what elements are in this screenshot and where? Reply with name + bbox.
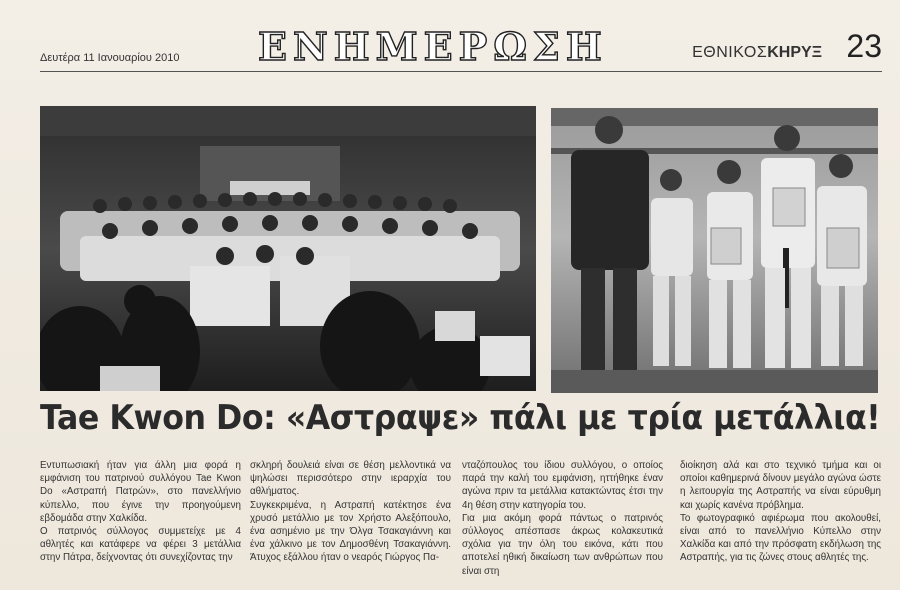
article-column-3 bbox=[462, 459, 663, 578]
paragraph: Το φωτογραφικό αφιέρωμα που ακολουθεί, είναι από το πανελλήνιο Κύπελλο στην Χαλκίδα και από την πρόσφατη εκδήλωση της Αστραπής, για τις ζώνες στους αθλητές της. bbox=[680, 512, 881, 564]
paragraph: Για μια ακόμη φορά πάντως ο πατρινός σύλλογος απέσπασε άκρως κολακευτικά σχόλια για την όλη του εικόνα, κάτι που αποτελεί ηθική δικαίωση των ανθρώπων που είναι στη bbox=[462, 512, 663, 577]
article-column-1 bbox=[40, 459, 241, 565]
brand-part1: ΕΘΝΙΚΟΣ bbox=[692, 44, 768, 61]
paragraph: Συγκεκριμένα, η Αστραπή κατέκτησε ένα χρυσό μετάλλιο με τον Χρήστο Αλεξόπουλο, ένα ασημένιο με την Όλγα Τσακαγιάννη και ένα χάλκινο με τον Δημοσθένη Τσακαγιάννη. Άτυχος εξάλλου ήταν ο νεαρός Γιώργος Πα- bbox=[250, 499, 451, 564]
section-title: ΕΝΗΜΕΡΩΣΗ bbox=[258, 24, 608, 69]
page-header bbox=[40, 24, 882, 72]
article-column-2 bbox=[250, 459, 451, 565]
paragraph: διοίκηση αλά και στο τεχνικό τμήμα και οι οποίοι καθημερινά δίνουν μεγάλο αγώνα ώστε η λειτουργία της Αστραπής να είναι εύρυθμη και χωρίς κανένα πρόβλημα. bbox=[680, 460, 881, 511]
paragraph: σκληρή δουλειά είναι σε θέση μελλοντικά να ψηλώσει περισσότερο στην ιεραρχία του αθλήματος. bbox=[250, 460, 451, 498]
header-rule bbox=[40, 71, 882, 72]
article-column-4 bbox=[680, 459, 881, 565]
medal-winners-photo bbox=[551, 108, 878, 393]
brand-part2: ΚΗΡΥΞ bbox=[767, 44, 822, 61]
article-body bbox=[40, 459, 882, 585]
newspaper-brand bbox=[692, 44, 822, 62]
issue-date: Δευτέρα 11 Ιανουαρίου 2010 bbox=[40, 52, 180, 64]
paragraph: νταζόπουλος του ίδιου συλλόγου, ο οποίος παρά την καλή του εμφάνιση, ηττήθηκε έναν αγώνα πριν τα μετάλλια κατακτώντας έτσι την 4η θέση στην κατηγορία του. bbox=[462, 460, 663, 511]
article-headline: Tae Kwon Do: «Αστραψε» πάλι με τρία μετάλλια! bbox=[40, 398, 881, 438]
paragraph: Εντυπωσιακή ήταν για άλλη μια φορά η εμφάνιση του πατρινού συλλόγου Tae Kwon Do «Αστραπή Πατρών», στο πανελλήνιο κύπελλο, που έγινε την προηγούμενη εβδομάδα στην Χαλκίδα. bbox=[40, 460, 241, 524]
event-group-photo bbox=[40, 106, 536, 391]
paragraph: Ο πατρινός σύλλογος συμμετείχε με 4 αθλητές και κατάφερε να φέρει 3 μετάλλια στην Πάτρα, δείχνοντας ότι συνεχίζοντας την bbox=[40, 526, 241, 564]
page-number: 23 bbox=[846, 28, 882, 64]
